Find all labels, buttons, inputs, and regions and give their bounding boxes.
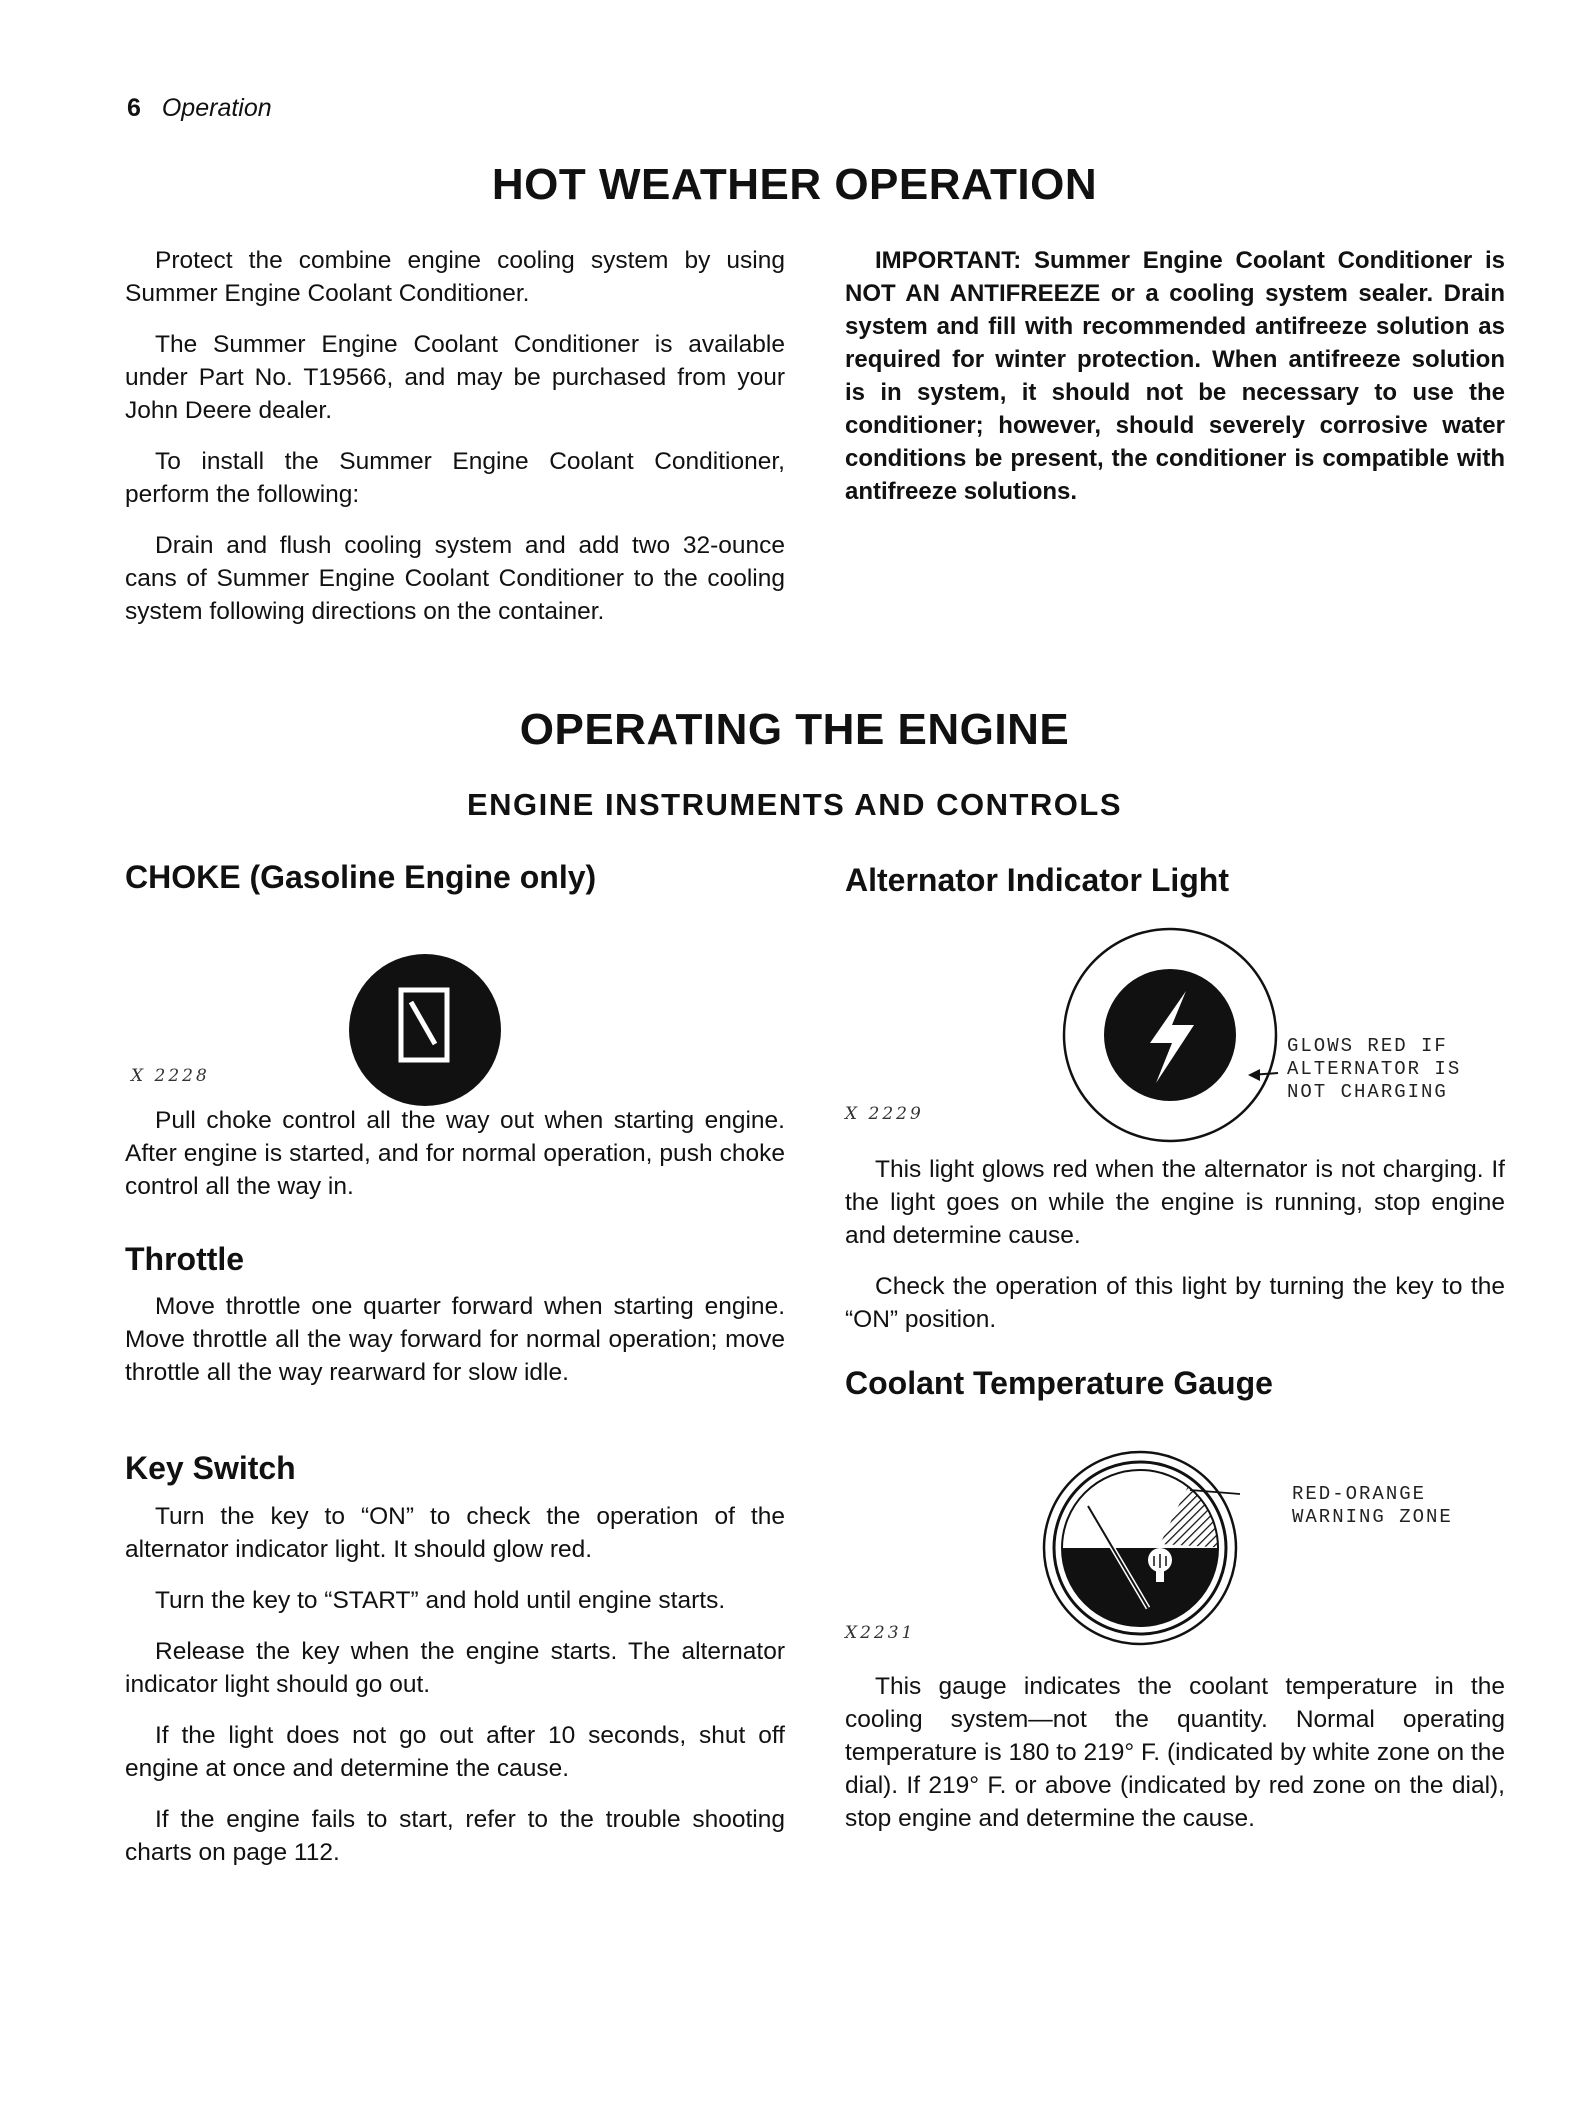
hot-weather-paragraph: To install the Summer Engine Coolant Conditioner, perform the following: xyxy=(125,448,785,508)
choke-heading: CHOKE (Gasoline Engine only) xyxy=(125,859,597,895)
hot-weather-paragraph: Drain and flush cooling system and add two 32-ounce cans of Summer Engine Coolant Conditioner to the cooling system following directions on the container. xyxy=(125,532,785,625)
throttle-heading: Throttle xyxy=(125,1241,245,1277)
hot-weather-left-column xyxy=(125,244,785,628)
hot-weather-title: HOT WEATHER OPERATION xyxy=(491,160,1098,209)
alternator-callout-line: NOT CHARGING xyxy=(1287,1081,1448,1103)
coolant-callout xyxy=(1292,1483,1453,1529)
key-switch-paragraph: Turn the key to “ON” to check the operation of the alternator indicator light. It should glow red. xyxy=(125,1503,785,1563)
alternator-figure-id: X 2229 xyxy=(845,1104,924,1124)
important-text: IMPORTANT: Summer Engine Coolant Conditioner is NOT AN ANTIFREEZE or a cooling system sealer. Drain system and fill with recommended antifreeze solution as required for winter protection. When antifreeze solution is in system, it should not be necessary to use the conditioner; however, should severely corrosive water conditions be present, the conditioner is compatible with antifreeze solutions. xyxy=(845,247,1505,505)
running-head xyxy=(127,94,272,123)
choke-body xyxy=(125,1104,785,1203)
alternator-body xyxy=(845,1153,1505,1336)
coolant-callout-line: RED-ORANGE xyxy=(1292,1483,1427,1505)
alternator-light-figure xyxy=(1060,925,1280,1145)
coolant-body xyxy=(845,1670,1505,1835)
coolant-figure-id: X2231 xyxy=(845,1623,916,1643)
coolant-text: This gauge indicates the coolant temperature in the cooling system—not the quantity. Normal operating temperature is 180 to 219° F. (indicated by white zone on the dial). If 219° F. or above (indicated by red zone on the dial), stop engine and determine the cause. xyxy=(845,1673,1505,1832)
throttle-body xyxy=(125,1290,785,1389)
coolant-gauge-figure xyxy=(1040,1448,1240,1648)
key-switch-paragraph: Turn the key to “START” and hold until engine starts. xyxy=(155,1587,726,1614)
hot-weather-paragraph: Protect the combine engine cooling system by using Summer Engine Coolant Conditioner. xyxy=(125,247,785,307)
alternator-callout-line: GLOWS RED IF xyxy=(1287,1035,1448,1057)
choke-icon xyxy=(345,950,505,1110)
alternator-heading: Alternator Indicator Light xyxy=(845,862,1229,898)
page-number: 6 xyxy=(127,94,141,122)
alternator-paragraph: This light glows red when the alternator is not charging. If the light goes on while the engine is running, stop engine and determine cause. xyxy=(845,1156,1505,1249)
throttle-text: Move throttle one quarter forward when starting engine. Move throttle all the way forward for normal operation; move throttle all the way rearward for slow idle. xyxy=(125,1293,785,1386)
choke-figure-id: X 2228 xyxy=(131,1066,210,1086)
key-switch-paragraph: If the light does not go out after 10 seconds, shut off engine at once and determine the cause. xyxy=(125,1722,785,1782)
key-switch-body xyxy=(125,1500,785,1869)
section-name: Operation xyxy=(161,94,272,122)
alternator-callout xyxy=(1287,1035,1461,1104)
alternator-paragraph: Check the operation of this light by turning the key to the “ON” position. xyxy=(845,1273,1505,1333)
important-notice xyxy=(845,244,1505,508)
coolant-callout-line: WARNING ZONE xyxy=(1292,1506,1453,1528)
operating-subtitle: ENGINE INSTRUMENTS AND CONTROLS xyxy=(466,787,1123,822)
alternator-callout-line: ALTERNATOR IS xyxy=(1287,1058,1462,1080)
key-switch-paragraph: Release the key when the engine starts. The alternator indicator light should go out. xyxy=(125,1638,785,1698)
key-switch-paragraph: If the engine fails to start, refer to the trouble shooting charts on page 112. xyxy=(125,1806,785,1866)
key-switch-heading: Key Switch xyxy=(125,1450,296,1486)
choke-text: Pull choke control all the way out when starting engine. After engine is started, and for normal operation, push choke control all the way in. xyxy=(125,1107,785,1200)
operating-title: OPERATING THE ENGINE xyxy=(519,705,1070,754)
coolant-heading: Coolant Temperature Gauge xyxy=(845,1365,1273,1401)
hot-weather-paragraph: The Summer Engine Coolant Conditioner is available under Part No. T19566, and may be purchased from your John Deere dealer. xyxy=(125,331,785,424)
